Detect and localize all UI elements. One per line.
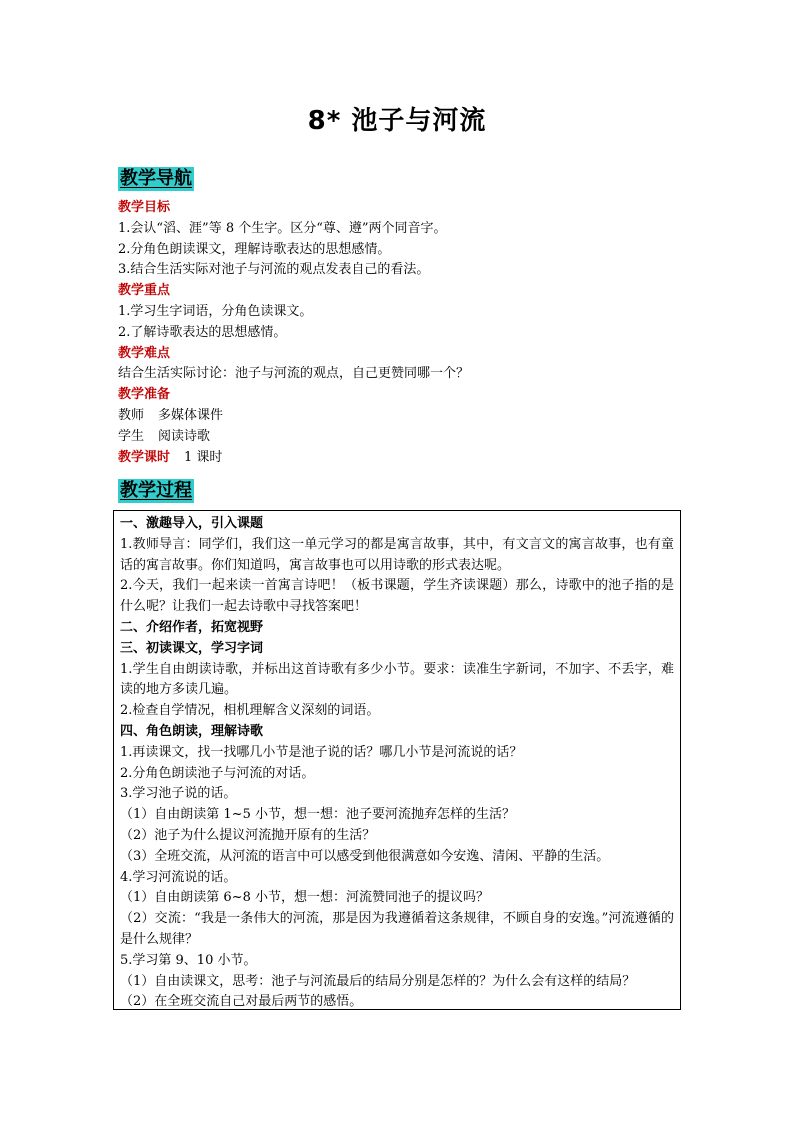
class-hours-heading: 教学课时 (118, 449, 171, 465)
teaching-info-block (118, 198, 698, 468)
student-label: 学生 (118, 428, 145, 444)
key-points-heading: 教学重点 (118, 283, 171, 299)
page-title: 8* 池子与河流 (307, 106, 487, 136)
process-step-heading: 三、初读课文，学习字词 (120, 640, 264, 656)
process-paragraph: 2.今天，我们一起来读一首寓言诗吧！（板书课题，学生齐读课题）那么，诗歌中的池子指的是什么呢？让我们一起去诗歌中寻找答案吧！ (120, 578, 674, 615)
process-paragraph: （1）自由朗读第 6~8 小节，想一想：河流赞同池子的提议吗？ (120, 890, 489, 906)
teaching-process-box (113, 510, 681, 1010)
process-paragraph: 1.教师导言：同学们，我们这一单元学习的都是寓言故事，其中，有文言文的寓言故事，也有童话的寓言故事。你们知道吗，寓言故事也可以用诗歌的形式表达呢。 (120, 536, 674, 573)
key-point-item: 1.学习生字词语，分角色读课文。 (118, 303, 313, 319)
process-paragraph: （2）交流：“我是一条伟大的河流，那是因为我遵循着这条规律，不顾自身的安逸。”河流遵循的是什么规律？ (120, 911, 674, 947)
process-paragraph: 1.再读课文，找一找哪几小节是池子说的话？哪几小节是河流说的话？ (120, 744, 523, 760)
class-hours-value: 1 课时 (184, 449, 223, 465)
process-paragraph: （3）全班交流，从河流的语言中可以感受到他很满意如今安逸、清闲、平静的生活。 (120, 848, 610, 864)
process-paragraph: 2.分角色朗读池子与河流的对话。 (120, 765, 315, 781)
student-value: 阅读诗歌 (158, 428, 211, 444)
process-paragraph: （1）自由读课文，思考：池子与河流最后的结局分别是怎样的？为什么会有这样的结局？ (120, 973, 636, 989)
class-hours-line (118, 448, 698, 469)
difficulty-item: 结合生活实际讨论：池子与河流的观点，自己更赞同哪一个？ (118, 366, 470, 382)
process-step-heading: 二、介绍作者，拓宽视野 (120, 619, 264, 635)
process-paragraph: （2）池子为什么提议河流抛开原有的生活？ (120, 827, 376, 843)
objective-item: 2.分角色朗读课文，理解诗歌表达的思想感情。 (118, 241, 391, 257)
process-step-heading: 四、角色朗读，理解诗歌 (120, 723, 264, 739)
section-label-teaching-navigation: 教学导航 (120, 168, 192, 189)
process-step-heading: 一、激趣导入，引入课题 (120, 516, 264, 531)
objective-item: 3.结合生活实际对池子与河流的观点发表自己的看法。 (118, 262, 430, 278)
key-point-item: 2.了解诗歌表达的思想感情。 (118, 324, 287, 340)
section-label-teaching-process: 教学过程 (120, 480, 192, 501)
teacher-label: 教师 (118, 407, 145, 423)
process-paragraph: （1）自由朗读第 1~5 小节，想一想：池子要河流抛弃怎样的生活？ (120, 807, 515, 823)
teacher-value: 多媒体课件 (158, 407, 224, 423)
process-paragraph: 5.学习第 9、10 小节。 (120, 952, 257, 968)
process-paragraph: 2.检查自学情况，相机理解含义深刻的词语。 (120, 703, 380, 719)
process-paragraph: （2）在全班交流自己对最后两节的感悟。 (120, 994, 363, 1010)
process-paragraph: 4.学习河流说的话。 (120, 869, 237, 885)
objective-item: 1.会认“滔、涯”等 8 个生字。区分“尊、遵”两个同音字。 (118, 220, 447, 236)
preparation-heading: 教学准备 (118, 387, 171, 403)
process-paragraph: 3.学习池子说的话。 (120, 786, 237, 802)
process-paragraph: 1.学生自由朗读诗歌，并标出这首诗歌有多少小节。要求：读准生字新词，不加字、不丢字，难读的地方多读几遍。 (120, 661, 674, 698)
objectives-heading: 教学目标 (118, 200, 171, 215)
difficulties-heading: 教学难点 (118, 345, 171, 361)
preparation-student (118, 427, 698, 448)
preparation-teacher (118, 406, 698, 427)
